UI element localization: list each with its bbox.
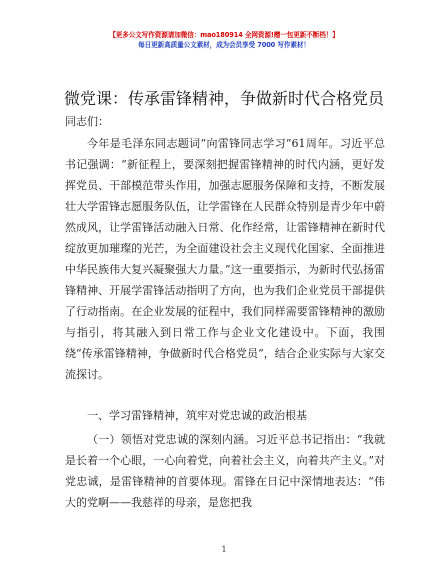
promo-banner [0, 30, 448, 50]
document-title: 微党课：传承雷锋精神，争做新时代合格党员 [63, 89, 384, 108]
paragraph-section-1: （一）领悟对党忠诚的深刻内涵。习近平总书记指出：“我就是长着一个心眼，一心向着党，向着社会主义，向着共产主义。”对党忠诚，是雷锋精神的首要体现。雷锋在日记中深情地表达：“伟大的党啊——我慈祥的母亲，是您把我 [65, 433, 385, 509]
greeting: 同志们： [65, 115, 109, 128]
promo-line-2: 每日更新高质量公文素材，成为会员享受 7000 写作素材！ [138, 41, 310, 49]
paragraph-intro: 今年是毛泽东同志题词“向雷锋同志学习”61周年。习近平总书记强调：“新征程上，要深刻把握雷锋精神的时代内涵，更好发挥党员、干部模范带头作用，加强志愿服务保障和支持，不断发展壮大学雷锋志愿服务队伍，让学雷锋在人民群众特别是青少年中蔚然成风，让学雷锋活动融入日常、化作经常，让雷锋精神在新时代绽放更加璀璨的光芒，为全面建设社会主义现代化国家、全面推进中华民族伟大复兴凝聚强大力量。”这一重要指示，为新时代弘扬雷锋精神、开展学雷锋活动指明了方向，也为我们企业党员干部提供了行动指南。在企业发展的征程中，我们同样需要雷锋精神的激励与指引，将其融入到日常工作与企业文化建设中。下面，我围绕“传承雷锋精神，争做新时代合格党员”，结合企业实际与大家交流探讨。 [65, 137, 385, 381]
promo-line-1: 【更多公文写作资源请加微信：mao180914 全网资源!赠一包更新不断档！】 [109, 31, 339, 39]
page-number: 1 [221, 545, 227, 554]
section-heading-1: 一、学习雷锋精神，筑牢对党忠诚的政治根基 [87, 409, 307, 422]
